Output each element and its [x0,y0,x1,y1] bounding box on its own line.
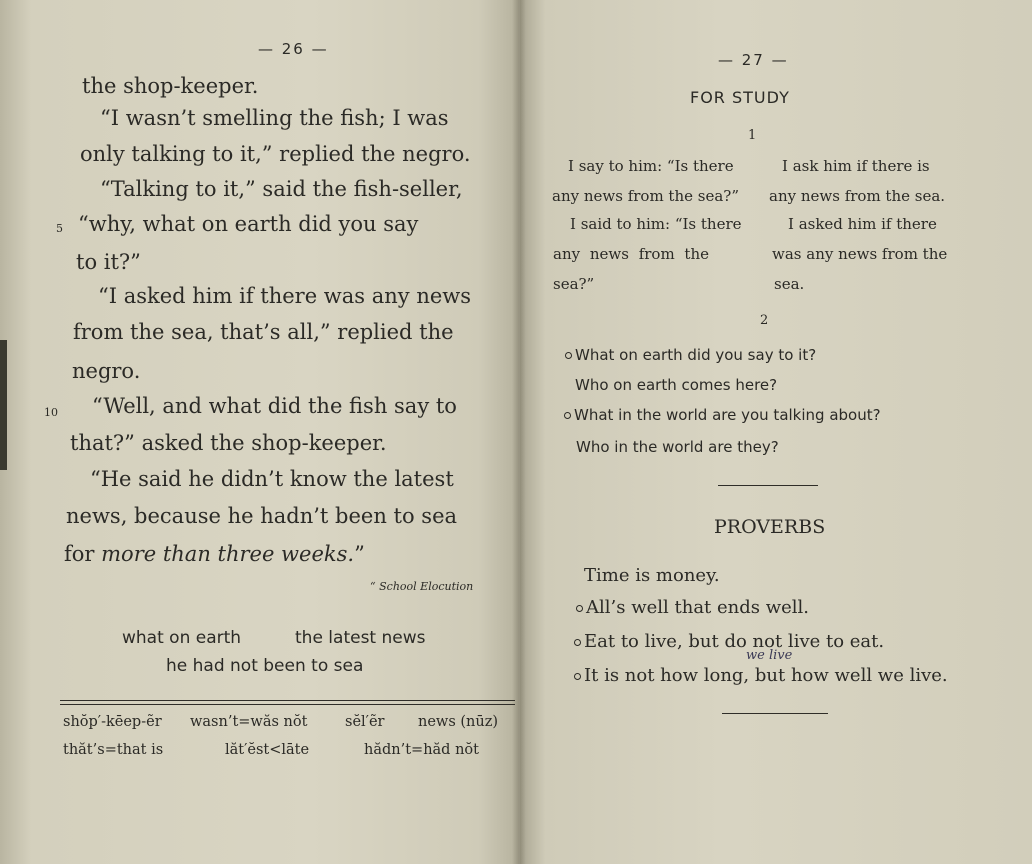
proverb-4-text: It is not how long, but how well we live. [584,665,948,686]
bullet-icon [574,639,581,646]
pron-hadnt: hădn’t=hăd nŏt [364,742,479,758]
question-1-text: What on earth did you say to it? [575,346,817,364]
section-2-number: 2 [760,313,769,328]
text-line-2: “I wasn’t smelling the fish; I was [100,106,449,130]
direct-speech-3: I said to him: “Is there [570,215,742,233]
section-rule [718,485,818,486]
pron-latest: lăt′ĕst<lāte [225,742,310,758]
phrase-what-on-earth: what on earth [122,628,242,648]
italic-phrase: more than three weeks. [101,542,355,566]
text-line-3: only talking to it,” replied the negro. [80,142,471,166]
pron-news: news (nūz) [418,714,499,730]
divider-rule [60,700,515,701]
line-number-10: 10 [44,406,58,419]
text-line-7: “I asked him if there was any news [98,284,472,308]
end-rule [722,713,828,714]
handwritten-note: we live [746,648,793,663]
pron-seller: sĕl′ẽr [345,714,385,730]
bullet-icon [564,412,571,419]
text-line-11: that?” asked the shop-keeper. [70,431,387,455]
proverb-3 [574,631,884,652]
book-spine [512,0,526,864]
proverb-4 [574,665,948,686]
right-page [520,0,1032,864]
indirect-speech-4: was any news from the [772,245,948,263]
direct-speech-2: any news from the sea?” [552,187,739,205]
phrase-latest-news: the latest news [295,628,426,648]
pron-wasnt: wasn’t=wăs nŏt [190,714,308,730]
proverb-3-text: Eat to live, but do not live to eat. [584,631,885,652]
direct-speech-4: any news from the [553,245,709,263]
page-number-27: — 27 — [718,51,789,69]
divider-rule-2 [60,704,515,705]
text-line-9: negro. [72,359,141,383]
direct-speech-1: I say to him: “Is there [568,157,734,175]
pron-shopkeeper: shŏp′-kēep-ẽr [63,714,162,730]
for-study-heading: FOR STUDY [690,88,790,107]
last-line-suffix: ” [354,542,365,566]
cover-edge [0,340,7,470]
line-number-5: 5 [56,222,63,235]
phrase-not-been-to-sea: he had not been to sea [166,656,364,676]
bullet-icon [574,673,581,680]
question-2: Who on earth comes here? [575,376,778,394]
direct-speech-5: sea?” [553,275,595,293]
citation: “ School Elocution [370,580,474,593]
text-line-6: to it?” [76,250,141,274]
question-1 [565,346,816,364]
page-number-26: — 26 — [258,40,329,58]
text-line-14 [64,542,365,566]
proverb-2 [576,597,809,618]
text-line-1: the shop-keeper. [82,74,259,98]
text-line-8: from the sea, that’s all,” replied the [73,320,454,344]
indirect-speech-2: any news from the sea. [769,187,946,205]
indirect-speech-3: I asked him if there [788,215,937,233]
text-line-10: “Well, and what did the fish say to [92,394,457,418]
proverbs-heading: PROVERBS [714,516,826,538]
question-4: Who in the world are they? [576,438,779,456]
text-line-13: news, because he hadn’t been to sea [66,504,458,528]
question-3-text: What in the world are you talking about? [574,406,881,424]
text-line-12: “He said he didn’t know the latest [90,467,454,491]
question-3 [564,406,881,424]
proverb-1: Time is money. [584,565,720,586]
indirect-speech-5: sea. [774,275,805,293]
pron-thats: thăt’s=that is [63,742,164,758]
text-line-4: “Talking to it,” said the fish-seller, [100,177,463,201]
text-line-5: “why, what on earth did you say [78,212,419,236]
proverb-2-text: All’s well that ends well. [586,597,810,618]
bullet-icon [565,352,572,359]
indirect-speech-1: I ask him if there is [782,157,930,175]
bullet-icon [576,605,583,612]
section-1-number: 1 [748,128,757,143]
last-line-prefix: for [64,542,102,566]
